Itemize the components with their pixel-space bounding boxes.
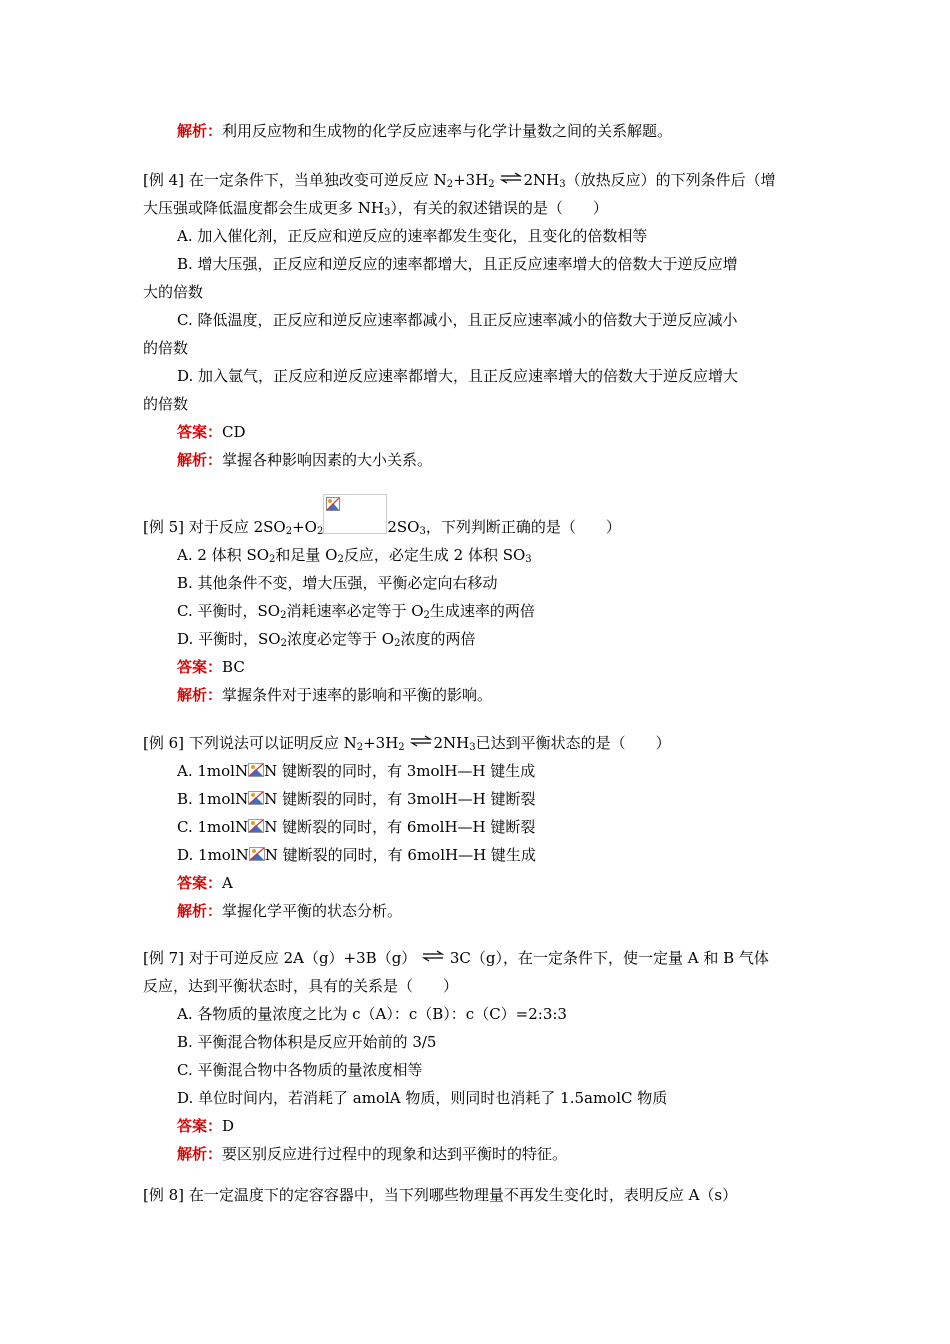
analysis-text: 掌握各种影响因素的大小关系。	[222, 451, 433, 469]
ex4-option-d-cont: 的倍数	[143, 395, 189, 413]
subscript: 3	[419, 526, 426, 537]
subscript: 2	[269, 554, 276, 565]
triple-bond-image-icon	[248, 762, 264, 776]
ex4-option-d: D. 加入氩气，正反应和逆反应速率都增大，且正反应速率增大的倍数大于逆反应增大	[177, 367, 739, 385]
option-text: 反应，必定生成 2 体积 SO	[343, 546, 526, 564]
ex6-tag: [例 6]	[143, 734, 185, 752]
subscript: 3	[469, 742, 476, 753]
ex4-stem-text: ），有关的叙述错误的是（ ）	[390, 199, 608, 217]
ex6-stem-text: 已达到平衡状态的是（ ）	[475, 734, 671, 752]
option-text: C. 平衡时，SO	[177, 602, 281, 620]
ex7-option-c: C. 平衡混合物中各物质的量浓度相等	[177, 1061, 423, 1079]
ex7-tag: [例 7]	[143, 949, 185, 967]
top-analysis-line	[177, 121, 672, 141]
subscript: 3	[559, 179, 566, 190]
option-text: 和足量 O	[275, 546, 338, 564]
ex4-stem-text: +3H	[453, 171, 489, 189]
option-text: D. 1molN	[177, 846, 249, 864]
ex6-option-a	[177, 761, 535, 781]
reversible-arrow-icon	[422, 950, 444, 962]
option-text: D. 平衡时，SO	[177, 630, 281, 648]
analysis-label: 解析：	[177, 451, 223, 469]
analysis-label: 解析：	[177, 902, 223, 920]
analysis-label: 解析：	[177, 1145, 223, 1163]
ex7-stem-line1	[143, 948, 769, 968]
analysis-text: 掌握化学平衡的状态分析。	[222, 902, 403, 920]
ex7-stem-text: 3C（g），在一定条件下，使一定量 A 和 B 气体	[449, 949, 769, 967]
ex7-analysis-line	[177, 1144, 567, 1164]
subscript: 2	[356, 742, 364, 753]
ex5-stem-text: ，下列判断正确的是（ ）	[425, 518, 621, 536]
subscript: 3	[383, 207, 391, 218]
ex7-answer-line	[177, 1116, 234, 1136]
subscript: 2	[285, 526, 293, 537]
ex5-option-c	[177, 601, 535, 621]
ex4-option-c: C. 降低温度，正反应和逆反应速率都减小，且正反应速率减小的倍数大于逆反应减小	[177, 311, 738, 329]
subscript: 2	[280, 610, 287, 621]
analysis-text: 掌握条件对于速率的影响和平衡的影响。	[222, 686, 493, 704]
ex7-stem-text: 对于可逆反应 2A（g）+3B（g）	[188, 949, 417, 967]
ex4-stem-text: 2NH	[523, 171, 560, 189]
reversible-arrow-icon	[500, 172, 522, 184]
answer-text: D	[222, 1117, 235, 1135]
subscript: 2	[280, 638, 287, 649]
option-text: 生成速率的两倍	[429, 602, 535, 620]
subscript: 2	[398, 742, 405, 753]
ex8-tag: [例 8]	[143, 1186, 185, 1204]
ex6-answer-line	[177, 873, 233, 893]
subscript: 2	[488, 179, 495, 190]
ex7-option-a: A. 各物质的量浓度之比为 c（A）：c（B）：c（C）=2:3:3	[177, 1005, 567, 1023]
answer-label: 答案：	[177, 423, 223, 441]
broken-image-icon	[323, 494, 387, 534]
option-text: B. 1molN	[177, 790, 249, 808]
option-text: A. 2 体积 SO	[177, 546, 270, 564]
answer-text: BC	[222, 658, 245, 676]
ex7-stem-line2: 反应，达到平衡状态时，具有的关系是（ ）	[143, 977, 459, 995]
ex5-option-b: B. 其他条件不变，增大压强，平衡必定向右移动	[177, 574, 498, 592]
subscript: 2	[316, 526, 324, 537]
ex8-stem-text: 在一定温度下的定容容器中，当下列哪些物理量不再发生变化时，表明反应 A（s）	[188, 1186, 738, 1204]
answer-text: CD	[222, 423, 246, 441]
ex4-option-b-cont: 大的倍数	[143, 283, 204, 301]
answer-label: 答案：	[177, 1117, 223, 1135]
ex4-option-b: B. 增大压强，正反应和逆反应的速率都增大，且正反应速率增大的倍数大于逆反应增	[177, 255, 738, 273]
triple-bond-image-icon	[249, 846, 265, 860]
option-text: 浓度的两倍	[400, 630, 476, 648]
ex6-option-d	[177, 845, 536, 865]
ex5-analysis-line	[177, 685, 492, 705]
ex5-stem-line	[143, 517, 621, 537]
ex7-option-d: D. 单位时间内，若消耗了 amolA 物质，则同时也消耗了 1.5amolC 物质	[177, 1089, 668, 1107]
ex6-stem-line	[143, 733, 671, 753]
option-text: 消耗速率必定等于 O	[286, 602, 424, 620]
ex5-answer-line	[177, 657, 245, 677]
ex5-option-d	[177, 629, 475, 649]
triple-bond-image-icon	[248, 790, 264, 804]
subscript: 2	[394, 638, 401, 649]
ex5-stem-text: 2SO	[387, 518, 420, 536]
ex6-stem-text: +3H	[363, 734, 399, 752]
subscript: 3	[525, 554, 532, 565]
ex4-option-a: A. 加入催化剂，正反应和逆反应的速率都发生变化，且变化的倍数相等	[177, 227, 648, 245]
ex4-analysis-line	[177, 450, 432, 470]
ex6-option-b	[177, 789, 535, 809]
subscript: 2	[446, 179, 454, 190]
answer-label: 答案：	[177, 658, 223, 676]
option-text: N 键断裂的同时，有 6molH—H 键生成	[264, 846, 536, 864]
ex4-stem-text: （放热反应）的下列条件后（增	[565, 171, 776, 189]
analysis-text: 利用反应物和生成物的化学反应速率与化学计量数之间的关系解题。	[222, 122, 673, 140]
subscript: 2	[423, 610, 430, 621]
option-text: 浓度必定等于 O	[286, 630, 395, 648]
ex6-option-c	[177, 817, 535, 837]
answer-label: 答案：	[177, 874, 223, 892]
answer-text: A	[222, 874, 233, 892]
ex7-option-b: B. 平衡混合物体积是反应开始前的 3/5	[177, 1033, 437, 1051]
ex6-stem-text: 2NH	[433, 734, 470, 752]
reversible-arrow-icon	[410, 735, 432, 747]
option-text: N 键断裂的同时，有 6molH—H 键断裂	[264, 818, 536, 836]
ex5-tag: [例 5]	[143, 518, 185, 536]
ex5-stem-text: 对于反应 2SO	[188, 518, 286, 536]
ex5-stem-text: +O	[292, 518, 317, 536]
triple-bond-image-icon	[248, 818, 264, 832]
option-text: A. 1molN	[177, 762, 249, 780]
ex5-option-a	[177, 545, 532, 565]
ex4-stem-text: 在一定条件下，当单独改变可逆反应 N	[188, 171, 447, 189]
ex4-option-c-cont: 的倍数	[143, 339, 189, 357]
analysis-label: 解析：	[177, 122, 223, 140]
ex6-stem-text: 下列说法可以证明反应 N	[188, 734, 357, 752]
ex8-stem-line	[143, 1185, 737, 1205]
analysis-text: 要区别反应进行过程中的现象和达到平衡时的特征。	[222, 1145, 568, 1163]
option-text: N 键断裂的同时，有 3molH—H 键断裂	[264, 790, 536, 808]
option-text: N 键断裂的同时，有 3molH—H 键生成	[264, 762, 536, 780]
ex4-stem-line2	[143, 198, 608, 218]
option-text: C. 1molN	[177, 818, 249, 836]
ex4-stem-line1	[143, 170, 776, 190]
subscript: 2	[337, 554, 344, 565]
ex4-tag: [例 4]	[143, 171, 185, 189]
analysis-label: 解析：	[177, 686, 223, 704]
ex4-answer-line	[177, 422, 246, 442]
ex4-stem-text: 大压强或降低温度都会生成更多 NH	[143, 199, 384, 217]
ex6-analysis-line	[177, 901, 402, 921]
